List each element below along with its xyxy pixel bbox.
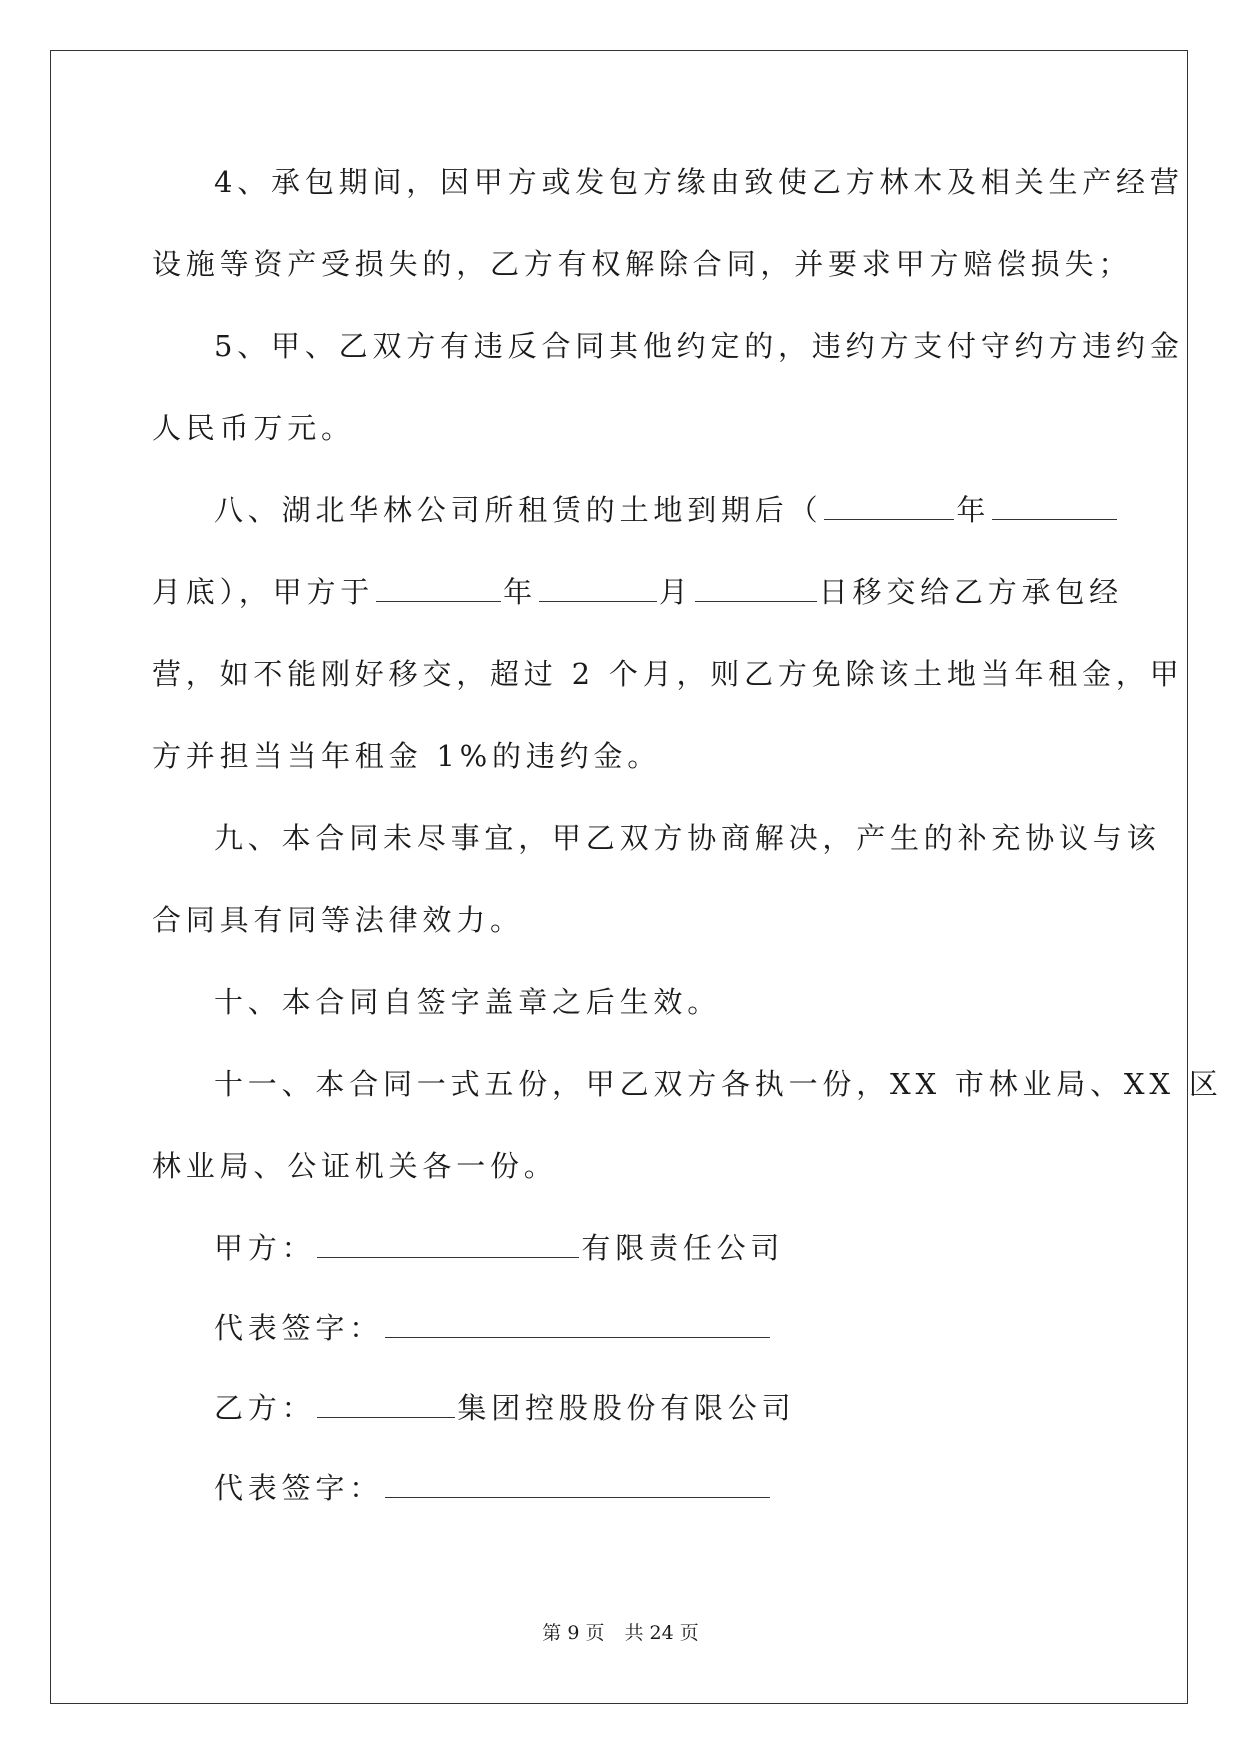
clause-8-text-b: 年	[956, 493, 991, 527]
clause-8-line-1	[152, 488, 1087, 570]
month-blank-1	[992, 495, 1117, 520]
party-b-label: 乙方：	[214, 1391, 316, 1425]
clause-4-line-1: 4、承包期间，因甲方或发包方缘由致使乙方林木及相关生产经营	[214, 165, 1184, 199]
clause-8-line-4: 方并担当当年租金 1%的违约金。	[152, 739, 662, 773]
rep-b-signature-blank	[385, 1473, 770, 1498]
clause-8-text-c: 月底），甲方于	[152, 575, 375, 609]
clause-11-line-1: 十一、本合同一式五份，甲乙双方各执一份，XX 市林业局、XX 区	[214, 1067, 1223, 1101]
clause-8-line-3: 营，如不能刚好移交，超过 2 个月，则乙方免除该土地当年租金，甲	[152, 657, 1184, 691]
rep-a-signature-blank	[385, 1313, 770, 1338]
page-footer	[0, 1618, 1241, 1645]
clause-8-text-e: 月	[658, 575, 693, 609]
party-b-line	[152, 1386, 1087, 1466]
day-blank	[695, 577, 817, 602]
party-a-suffix: 有限责任公司	[581, 1231, 785, 1265]
party-b-blank	[317, 1393, 455, 1418]
clause-8-text-d: 年	[503, 575, 537, 609]
party-a-label: 甲方：	[214, 1231, 316, 1265]
rep-b-line	[152, 1466, 1087, 1546]
clause-11-line-2: 林业局、公证机关各一份。	[152, 1149, 558, 1183]
rep-b-label: 代表签字：	[214, 1471, 384, 1505]
clause-8-text-a: 八、湖北华林公司所租赁的土地到期后（	[214, 493, 823, 527]
clause-10-line-1: 十、本合同自签字盖章之后生效。	[214, 985, 722, 1019]
year-blank-1	[824, 495, 954, 520]
document-body	[152, 160, 1223, 1546]
clause-9-line-2: 合同具有同等法律效力。	[152, 903, 524, 937]
rep-a-line	[152, 1306, 1087, 1386]
party-b-suffix: 集团控股股份有限公司	[457, 1391, 796, 1425]
page-number: 第 9 页	[542, 1622, 605, 1644]
clause-5-line-2: 人民币万元。	[152, 411, 355, 445]
clause-9-line-1: 九、本合同未尽事宜，甲乙双方协商解决，产生的补充协议与该	[214, 821, 1161, 855]
year-blank-2	[376, 577, 501, 602]
page-total: 共 24 页	[624, 1622, 699, 1644]
clause-5-line-1: 5、甲、乙双方有违反合同其他约定的，违约方支付守约方违约金	[214, 329, 1184, 363]
month-blank-2	[539, 577, 657, 602]
rep-a-label: 代表签字：	[214, 1311, 384, 1345]
clause-8-text-f: 日移交给乙方承包经	[818, 575, 1123, 609]
clause-8-line-2	[152, 570, 1123, 652]
party-a-line	[152, 1226, 1087, 1306]
clause-4-line-2: 设施等资产受损失的，乙方有权解除合同，并要求甲方赔偿损失；	[152, 247, 1133, 281]
party-a-blank	[317, 1233, 579, 1258]
